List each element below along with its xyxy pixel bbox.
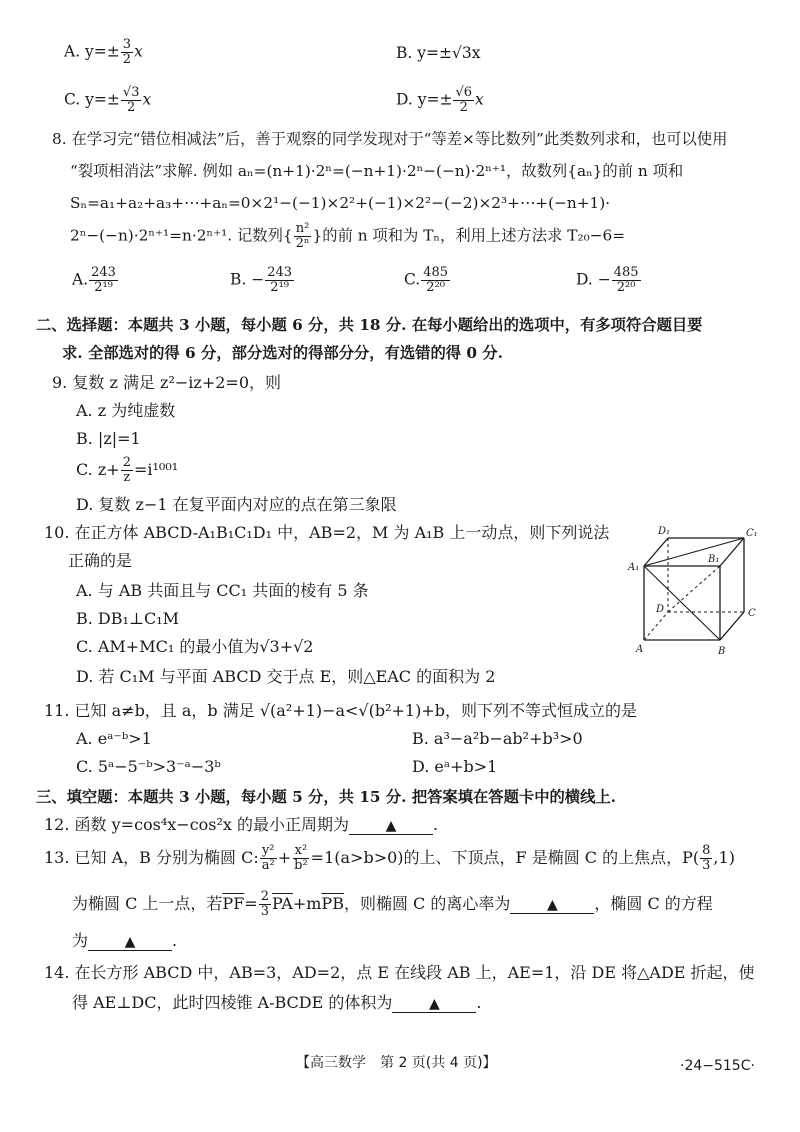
fraction-numerator: √3 <box>122 85 140 100</box>
q8-option-b-label: B. − <box>230 270 265 289</box>
q7-option-d-text: D. y=± <box>396 90 453 109</box>
q7-option-a-text: A. y=± <box>64 42 120 61</box>
fraction-denominator: 3 <box>260 904 269 919</box>
label-a: A <box>636 644 644 655</box>
q13-line-2-part-c: ，椭圆 C 的方程 <box>594 894 713 913</box>
fraction-denominator: 2ⁿ <box>295 236 310 251</box>
label-a1: A₁ <box>628 562 640 573</box>
fraction-numerator: 2 <box>260 889 269 904</box>
q8-line-3: Sₙ=a₁+a₂+a₃+⋯+aₙ=0×2¹−(−1)×2²+(−1)×2²−(−2)×2³+⋯+(−n+1)· <box>70 194 611 212</box>
q7-option-c <box>64 86 151 115</box>
fraction-denominator: b² <box>294 858 308 873</box>
q8-option-d <box>576 266 642 295</box>
fraction-numerator: 485 <box>423 265 449 280</box>
fraction-numerator: y² <box>261 843 275 858</box>
section-2-heading-line-2: 求. 全部选对的得 6 分，部分选对的得部分分，有选错的得 0 分. <box>62 344 503 362</box>
vector-pb: $\overline{PB}$ <box>321 894 344 913</box>
edge-b1-c1 <box>720 538 744 566</box>
fraction-numerator: x² <box>294 843 308 858</box>
variable-x: x <box>134 42 143 61</box>
q12-end: . <box>433 815 439 834</box>
q13-equation-blank[interactable] <box>88 932 172 951</box>
triangle-marker-icon: ▲ <box>385 818 397 834</box>
q8-option-a <box>72 266 119 295</box>
q8-option-b-fraction <box>265 266 294 295</box>
q9-option-b: B. |z|=1 <box>76 429 141 448</box>
q7-option-c-text: C. y=± <box>64 90 120 109</box>
q10-option-d: D. 若 C₁M 与平面 ABCD 交于点 E，则△EAC 的面积为 2 <box>76 667 496 686</box>
fraction-numerator: 8 <box>702 843 711 858</box>
page-footer-code: ·24−515C· <box>680 1058 755 1074</box>
equals-sign: = <box>244 894 258 913</box>
vector-pa: $\overline{PA}$ <box>271 894 293 913</box>
q8-line-4-part-a: 2ⁿ−(−n)·2ⁿ⁺¹=n·2ⁿ⁺¹. 记数列{ <box>70 226 293 245</box>
q13-line-1 <box>44 844 735 873</box>
q11-stem: 11. 已知 a≠b，且 a，b 满足 √(a²+1)−a<√(b²+1)+b，则下列不等式恒成立的是 <box>44 701 637 720</box>
q7-option-a-fraction <box>121 38 133 67</box>
cube-figure <box>622 520 772 660</box>
fraction-denominator: 2¹⁹ <box>94 280 113 295</box>
q13-line-2 <box>72 890 713 919</box>
segment-a1-c1 <box>644 538 744 566</box>
q7-option-a <box>64 38 143 67</box>
q8-option-d-fraction <box>612 266 641 295</box>
fraction-numerator: 485 <box>613 265 639 280</box>
label-d: D <box>656 604 665 615</box>
q8-sequence-fraction <box>294 222 312 251</box>
fraction-numerator: √6 <box>455 85 473 100</box>
q10-option-b: B. DB₁⊥C₁M <box>76 609 180 628</box>
q11-option-c: C. 5ᵃ−5⁻ᵇ>3⁻ᵃ−3ᵇ <box>76 757 221 776</box>
edge-a-d-hidden <box>644 612 668 640</box>
q9-option-c-prefix: C. z+ <box>76 460 120 479</box>
plus-sign: + <box>277 848 292 867</box>
q14-volume-blank[interactable] <box>392 994 476 1013</box>
section-2-heading-line-1: 二、选择题：本题共 3 小题，每小题 6 分，共 18 分. 在每小题给出的选项中，有多项符合题目要 <box>36 316 703 334</box>
q13-point-p-x <box>700 844 712 873</box>
q8-option-c <box>404 266 451 295</box>
q8-option-c-fraction <box>421 266 450 295</box>
label-b1: B₁ <box>708 554 720 565</box>
q8-line-1: 8. 在学习完“错位相减法”后，善于观察的同学发现对于“等差×等比数列”此类数列求和，也可以使用 <box>52 130 728 148</box>
edge-b-c <box>720 612 744 640</box>
q8-line-4 <box>70 222 625 251</box>
triangle-marker-icon: ▲ <box>546 897 558 913</box>
q13-line-2-part-b: ，则椭圆 C 的离心率为 <box>343 894 511 913</box>
fraction-numerator: 3 <box>122 37 132 52</box>
fraction-denominator: 2²⁰ <box>426 280 445 295</box>
q8-line-4-part-b: }的前 n 项和为 Tₙ，利用上述方法求 T₂₀−6= <box>312 226 626 245</box>
fraction-numerator: 2 <box>122 455 131 470</box>
q14-end: . <box>476 993 482 1012</box>
q13-coefficient <box>259 890 271 919</box>
fraction-denominator: 3 <box>702 858 711 873</box>
q7-option-d-fraction <box>453 86 474 115</box>
label-c: C <box>748 608 756 619</box>
fraction-denominator: 2¹⁹ <box>270 280 289 295</box>
triangle-marker-icon: ▲ <box>429 996 440 1012</box>
q8-option-a-label: A. <box>72 270 89 289</box>
q9-option-c <box>76 456 178 485</box>
fraction-numerator: 243 <box>267 265 293 280</box>
q8-option-d-label: D. − <box>576 270 611 289</box>
label-c1: C₁ <box>746 528 758 539</box>
vector-pf: $\overline{PF}$ <box>222 894 245 913</box>
q14-line-2-text: 得 AE⊥DC，此时四棱锥 A-BCDE 的体积为 <box>72 993 393 1012</box>
label-d1: D₁ <box>658 526 671 537</box>
q12-stem: 12. 函数 y=cos⁴x−cos²x 的最小正周期为 <box>44 815 350 834</box>
q9-option-a: A. z 为纯虚数 <box>76 401 176 420</box>
fraction-denominator: a² <box>261 858 275 873</box>
q7-option-c-fraction <box>121 86 142 115</box>
fraction-denominator: 2 <box>459 100 468 115</box>
q9-option-c-fraction <box>121 456 133 485</box>
q13-ellipse-term-1 <box>260 844 277 873</box>
q13-line-3-text: 为 <box>72 931 89 950</box>
q11-option-b: B. a³−a²b−ab²+b³>0 <box>412 729 583 748</box>
plus-m: +m <box>292 894 322 913</box>
q13-line-3 <box>72 930 177 952</box>
q12 <box>44 814 438 836</box>
q14-line-1: 14. 在长方形 ABCD 中，AB=3，AD=2，点 E 在线段 AB 上，AE=1，沿 DE 将△ADE 折起，使 <box>44 963 755 982</box>
q13-line-1-part-b: =1(a>b>0)的上、下顶点，F 是椭圆 C 的上焦点，P( <box>310 848 700 867</box>
q13-end: . <box>172 931 178 950</box>
fraction-denominator: 2 <box>122 52 132 67</box>
q13-line-1-part-a: 13. 已知 A，B 分别为椭圆 C: <box>44 848 259 867</box>
segment-a1-b <box>644 566 720 640</box>
q10-option-a: A. 与 AB 共面且与 CC₁ 共面的棱有 5 条 <box>76 581 369 600</box>
variable-x: x <box>475 90 484 109</box>
section-3-heading: 三、填空题：本题共 3 小题，每小题 5 分，共 15 分. 把答案填在答题卡中的横线上. <box>36 788 617 806</box>
q7-option-b: B. y=±√3x <box>396 44 481 62</box>
page-footer-center: 【高三数学 第 2 页(共 4 页)】 <box>296 1055 497 1071</box>
q13-ellipse-term-2 <box>292 844 310 873</box>
q10-line-1: 10. 在正方体 ABCD-A₁B₁C₁D₁ 中，AB=2，M 为 A₁B 上一动点，则下列说法 <box>44 523 610 542</box>
q11-option-a: A. eᵃ⁻ᵇ>1 <box>76 729 152 748</box>
fraction-numerator: 243 <box>91 265 116 280</box>
q8-option-b <box>230 266 295 295</box>
variable-x: x <box>142 90 152 109</box>
q11-option-d: D. eᵃ+b>1 <box>412 757 498 776</box>
q13-line-2-part-a: 为椭圆 C 上一点，若 <box>72 894 223 913</box>
q10-line-2: 正确的是 <box>68 551 133 570</box>
q9-stem: 9. 复数 z 满足 z²−iz+2=0，则 <box>52 373 282 392</box>
q13-line-1-part-c: ,1) <box>713 848 735 867</box>
q8-option-c-label: C. <box>404 270 421 289</box>
q8-line-2: “裂项相消法”求解. 例如 aₙ=(n+1)·2ⁿ=(−n+1)·2ⁿ−(−n)·2ⁿ⁺¹，故数列{aₙ}的前 n 项和 <box>70 162 684 180</box>
fraction-denominator: 2 <box>127 100 136 115</box>
q7-option-d <box>396 86 484 115</box>
segment-d-b1-hidden <box>668 566 720 612</box>
q9-option-d: D. 复数 z−1 在复平面内对应的点在第三象限 <box>76 495 397 514</box>
q8-option-a-fraction <box>89 266 118 295</box>
edge-a1-d1 <box>644 538 668 566</box>
fraction-denominator: z <box>123 470 131 485</box>
q9-option-c-suffix: =i¹⁰⁰¹ <box>133 460 179 479</box>
label-b: B <box>718 646 726 657</box>
fraction-denominator: 2²⁰ <box>616 280 636 295</box>
q13-eccentricity-blank[interactable] <box>510 895 594 914</box>
triangle-marker-icon: ▲ <box>124 934 136 950</box>
fraction-numerator: n² <box>295 221 310 236</box>
q14-line-2 <box>72 992 481 1014</box>
q10-option-c: C. AM+MC₁ 的最小值为√3+√2 <box>76 637 314 656</box>
q12-answer-blank[interactable] <box>349 816 433 835</box>
